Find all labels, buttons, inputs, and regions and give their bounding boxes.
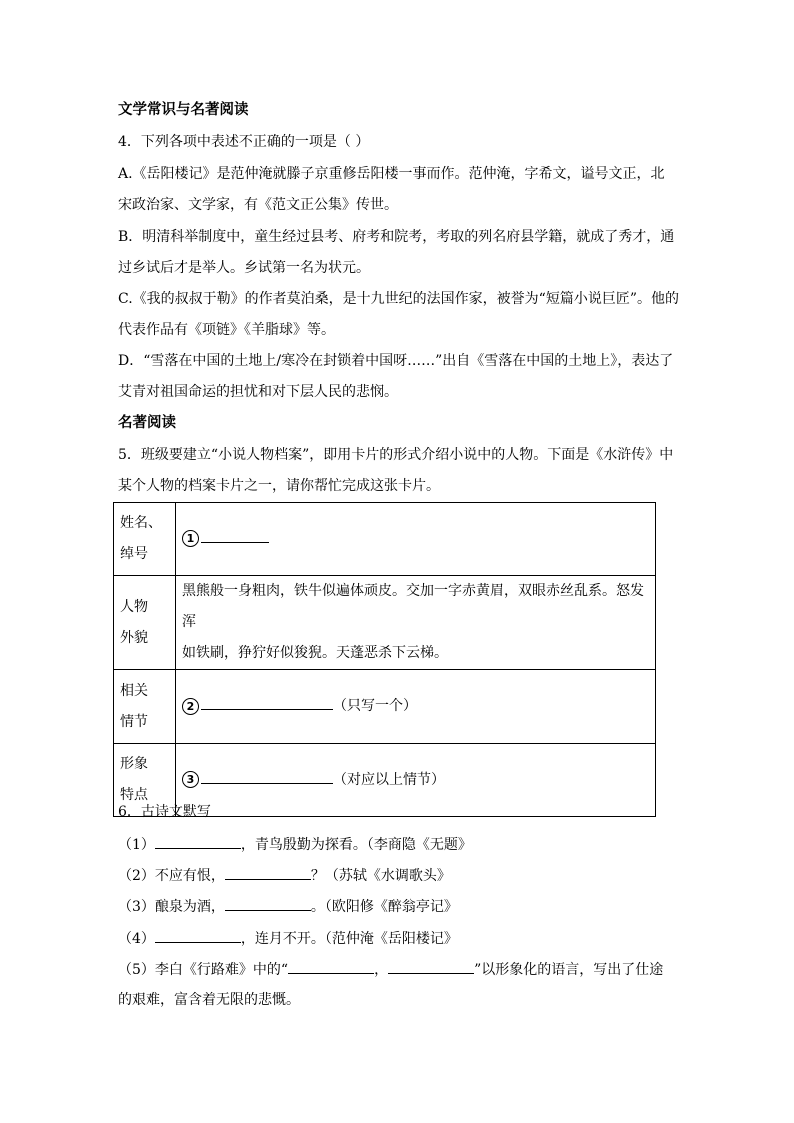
q6-item-3: （3）酿泉为酒， 。（欧阳修《醉翁亭记》 [118, 896, 458, 917]
q6-item-4: （4） ，连月不开。（范仲淹《岳阳楼记》 [118, 928, 458, 949]
answer-blank-2[interactable] [201, 695, 333, 710]
q4-option-d-line2: 艾青对祖国命运的担忧和对下层人民的悲悯。 [118, 384, 398, 400]
q6-item-5-line2: 的艰难，富含着无限的悲慨。 [118, 992, 300, 1008]
card-note-2: （只写一个） [333, 698, 417, 714]
circled-number-3: 3 [182, 771, 199, 788]
section-heading-literature: 文学常识与名著阅读 [118, 101, 249, 118]
circled-number-1: 1 [182, 530, 199, 547]
answer-blank-1[interactable] [201, 528, 269, 543]
q4-option-b-line2: 过乡试后才是举人。乡试第一名为状元。 [118, 260, 370, 276]
q4-option-a-line2: 宋政治家、文学家，有《范文正公集》传世。 [118, 197, 398, 213]
card-answer-2[interactable] [176, 670, 656, 744]
card-label-appearance: 人物 外貌 [114, 576, 176, 670]
card-row-name [114, 503, 656, 576]
card-row-appearance [114, 576, 656, 670]
card-note-3: （对应以上情节） [333, 771, 445, 788]
q6-stem: 6．古诗文默写 [118, 804, 211, 820]
q5-stem-line1: 5．班级要建立“小说人物档案”，即用卡片的形式介绍小说中的人物。下面是《水浒传》中 [118, 447, 674, 463]
q4-option-b-line1: B．明清科举制度中，童生经过县考、府考和院考，考取的列名府县学籍，就成了秀才，通 [118, 229, 675, 245]
card-appearance-text: 黑熊般一身粗肉，铁牛似遍体顽皮。交加一字赤黄眉，双眼赤丝乱系。怒发浑 如铁刷，狰狞好似狻猊。天蓬恶杀下云梯。 [176, 576, 656, 670]
q4-option-c-line2: 代表作品有《项链》《羊脂球》等。 [118, 322, 335, 338]
card-label-name: 姓名、 绰号 [114, 503, 176, 576]
poem-blank-5a[interactable] [288, 959, 374, 974]
character-card-table [113, 502, 656, 817]
section-heading-classics: 名著阅读 [118, 414, 176, 431]
q4-option-d-line1: D．“雪落在中国的土地上/寒冷在封锁着中国呀……”出自《雪落在中国的土地上》，表达了 [118, 353, 674, 369]
card-label-traits: 形象 特点 [114, 744, 176, 817]
q4-option-c-line1: C.《我的叔叔于勒》的作者莫泊桑，是十九世纪的法国作家，被誉为“短篇小说巨匠”。他的 [118, 291, 679, 307]
card-answer-3[interactable] [176, 744, 656, 817]
card-row-plot [114, 670, 656, 744]
q6-item-1: （1） ，青鸟殷勤为探看。（李商隐《无题》 [118, 834, 472, 855]
q6-item-2: （2）不应有恨， ？（苏轼《水调歌头》 [118, 865, 451, 886]
poem-blank-2[interactable] [225, 865, 311, 880]
q4-option-a-line1: A.《岳阳楼记》是范仲淹就滕子京重修岳阳楼一事而作。范仲淹，字希文，谥号文正，北 [118, 166, 665, 182]
poem-blank-4[interactable] [155, 928, 241, 943]
answer-blank-3[interactable] [201, 769, 333, 784]
card-answer-1[interactable] [176, 503, 656, 576]
q4-stem: 4．下列各项中表述不正确的一项是（ ） [118, 134, 370, 150]
poem-blank-5b[interactable] [388, 959, 474, 974]
q5-stem-line2: 某个人物的档案卡片之一，请你帮忙完成这张卡片。 [118, 478, 440, 494]
q6-item-5-line1: （5）李白《行路难》中的“ ， ”以形象化的语言，写出了仕途 [118, 959, 663, 980]
poem-blank-1[interactable] [155, 834, 241, 849]
poem-blank-3[interactable] [225, 896, 311, 911]
circled-number-2: 2 [182, 698, 199, 715]
card-label-plot: 相关 情节 [114, 670, 176, 744]
